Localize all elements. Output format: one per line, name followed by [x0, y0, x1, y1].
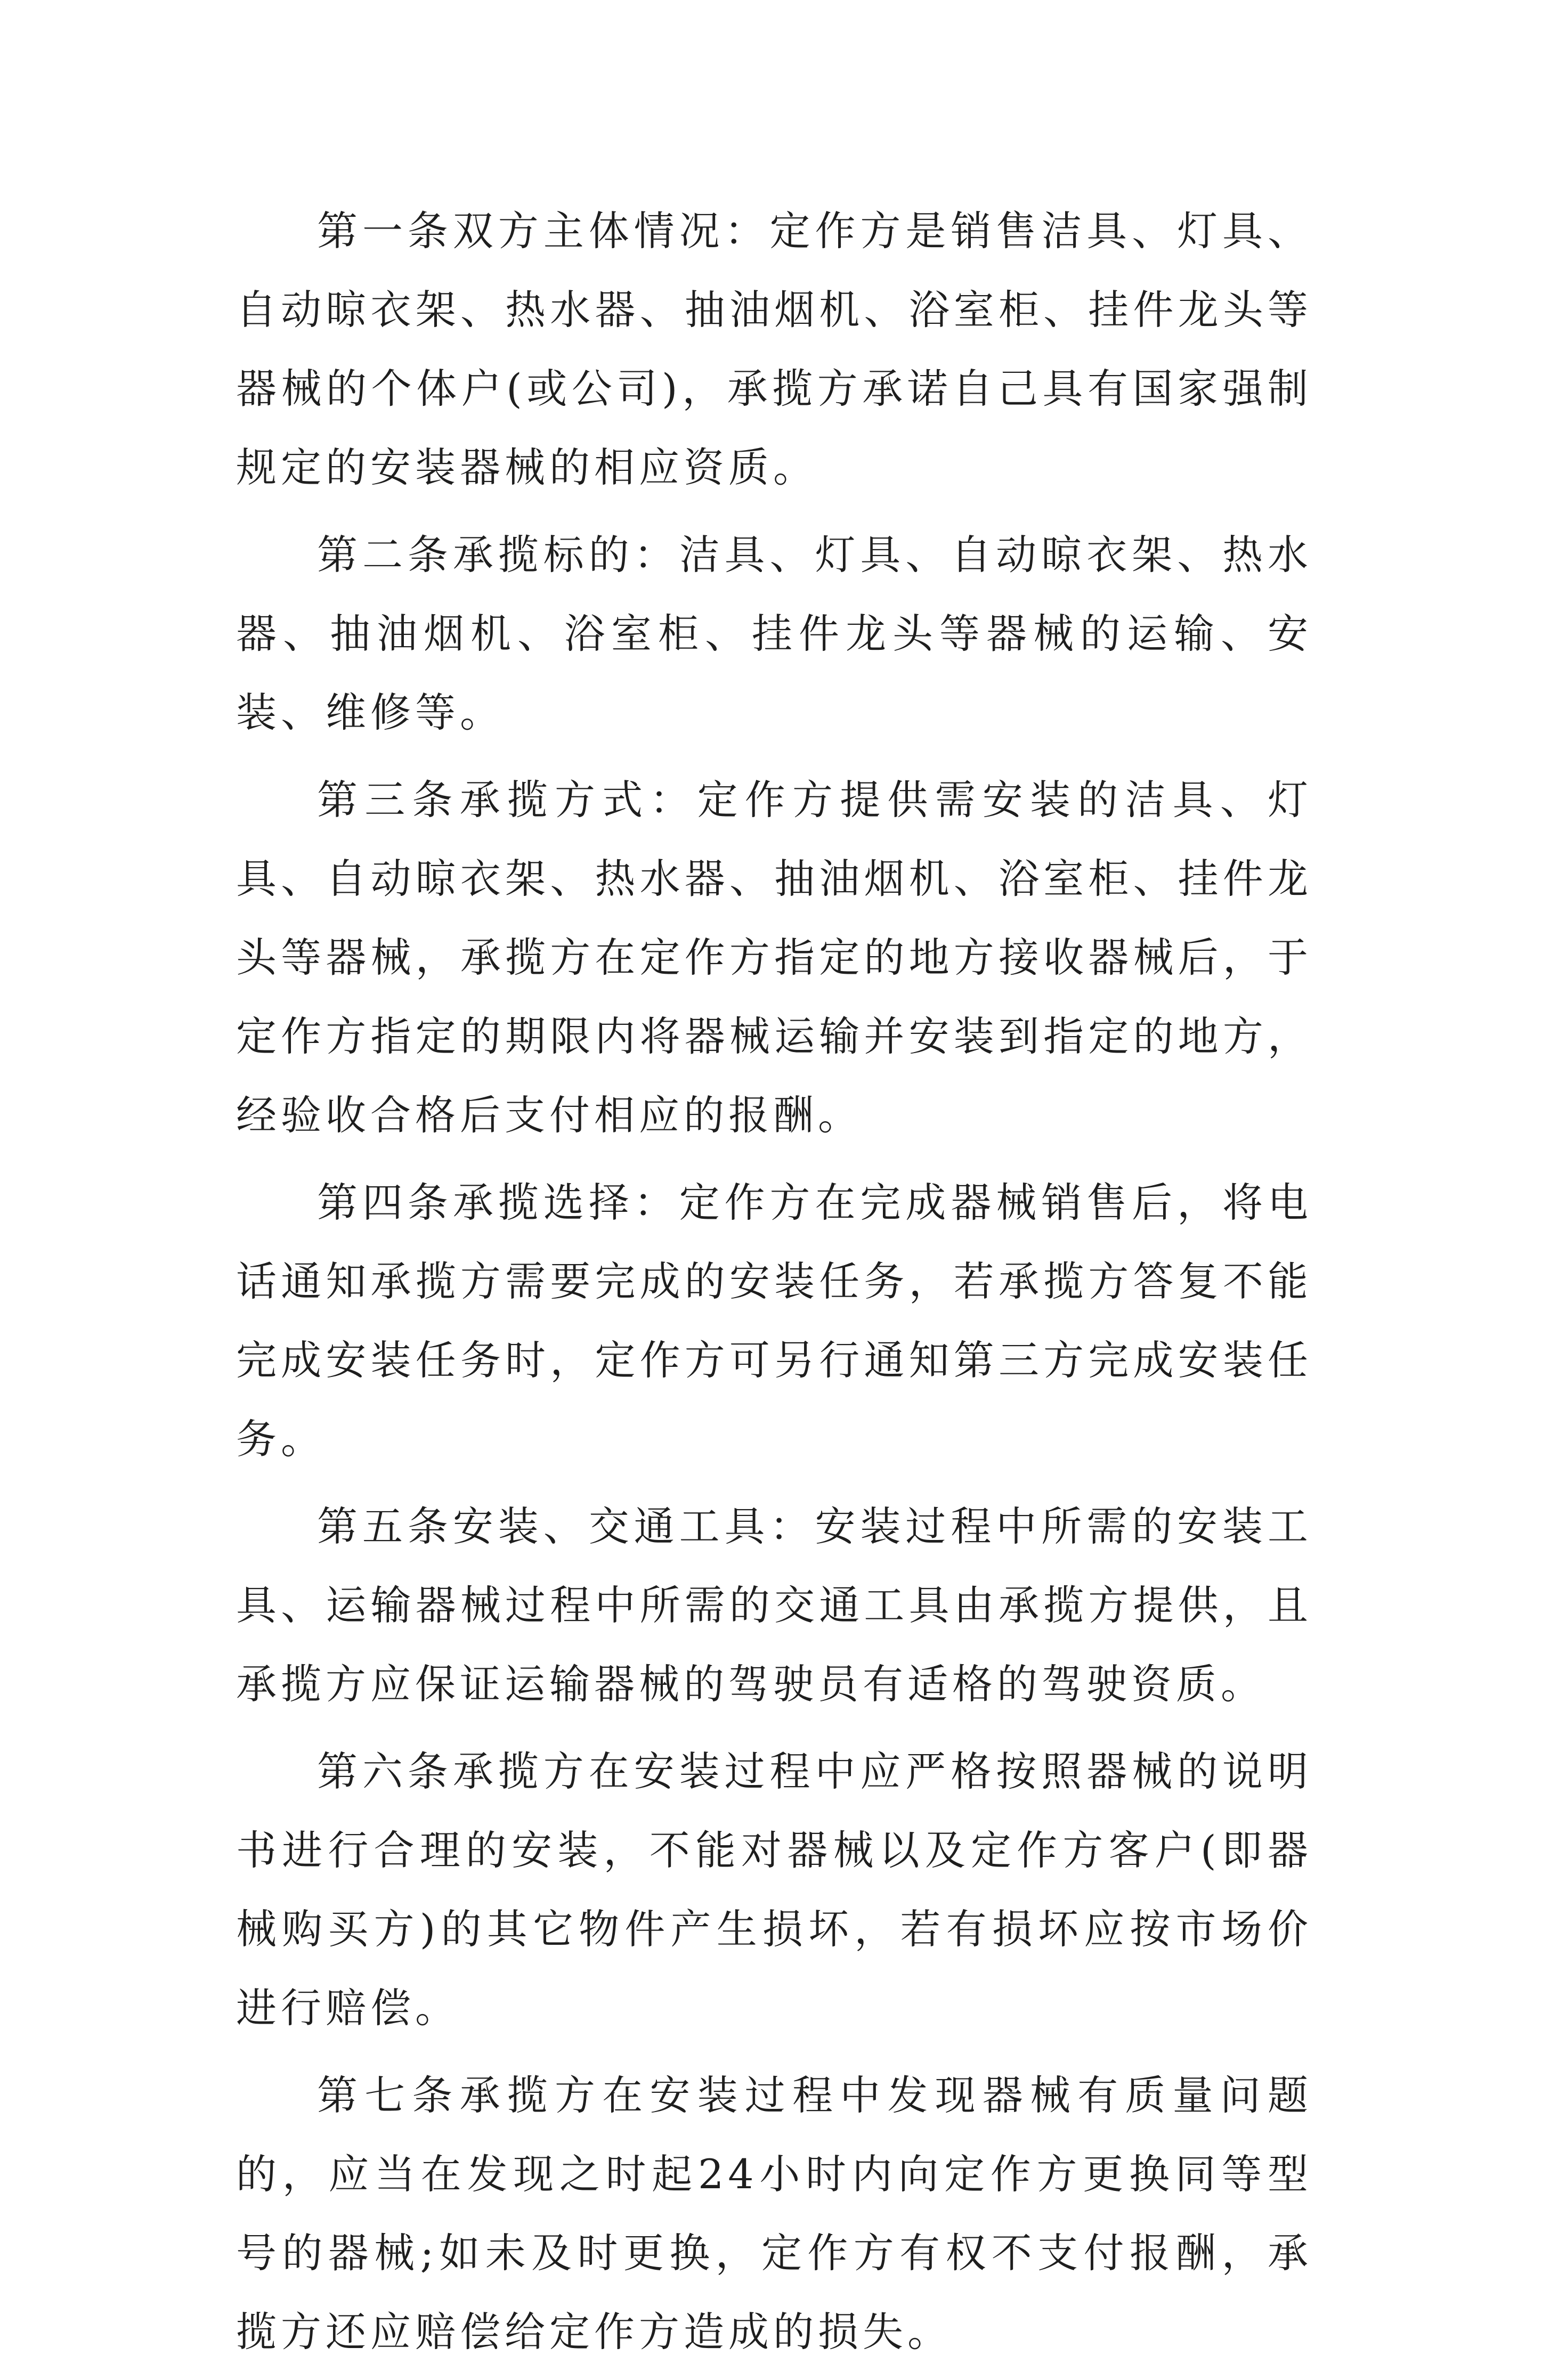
article-7: 第七条承揽方在安装过程中发现器械有质量问题的，应当在发现之时起24小时内向定作方更换同等型号的器械;如未及时更换，定作方有权不支付报酬，承揽方还应赔偿给定作方造成的损失。 [236, 2072, 1312, 2355]
article-4: 第四条承揽选择：定作方在完成器械销售后，将电话通知承揽方需要完成的安装任务，若承揽方答复不能完成安装任务时，定作方可另行通知第三方完成安装任务。 [236, 1179, 1312, 1463]
article-5: 第五条安装、交通工具：安装过程中所需的安装工具、运输器械过程中所需的交通工具由承揽方提供，且承揽方应保证运输器械的驾驶员有适格的驾驶资质。 [236, 1503, 1312, 1708]
article-2: 第二条承揽标的：洁具、灯具、自动晾衣架、热水器、抽油烟机、浴室柜、挂件龙头等器械的运输、安装、维修等。 [236, 531, 1312, 736]
article-1: 第一条双方主体情况：定作方是销售洁具、灯具、自动晾衣架、热水器、抽油烟机、浴室柜、挂件龙头等器械的个体户(或公司)，承揽方承诺自己具有国家强制规定的安装器械的相应资质。 [236, 207, 1312, 491]
article-6: 第六条承揽方在安装过程中应严格按照器械的说明书进行合理的安装，不能对器械以及定作方客户(即器械购买方)的其它物件产生损坏，若有损坏应按市场价进行赔偿。 [236, 1748, 1312, 2032]
article-3: 第三条承揽方式：定作方提供需安装的洁具、灯具、自动晾衣架、热水器、抽油烟机、浴室柜、挂件龙头等器械，承揽方在定作方指定的地方接收器械后，于定作方指定的期限内将器械运输并安装到指定的地方，经验收合格后支付相应的报酬。 [236, 776, 1312, 1139]
document-body [236, 192, 1312, 2380]
